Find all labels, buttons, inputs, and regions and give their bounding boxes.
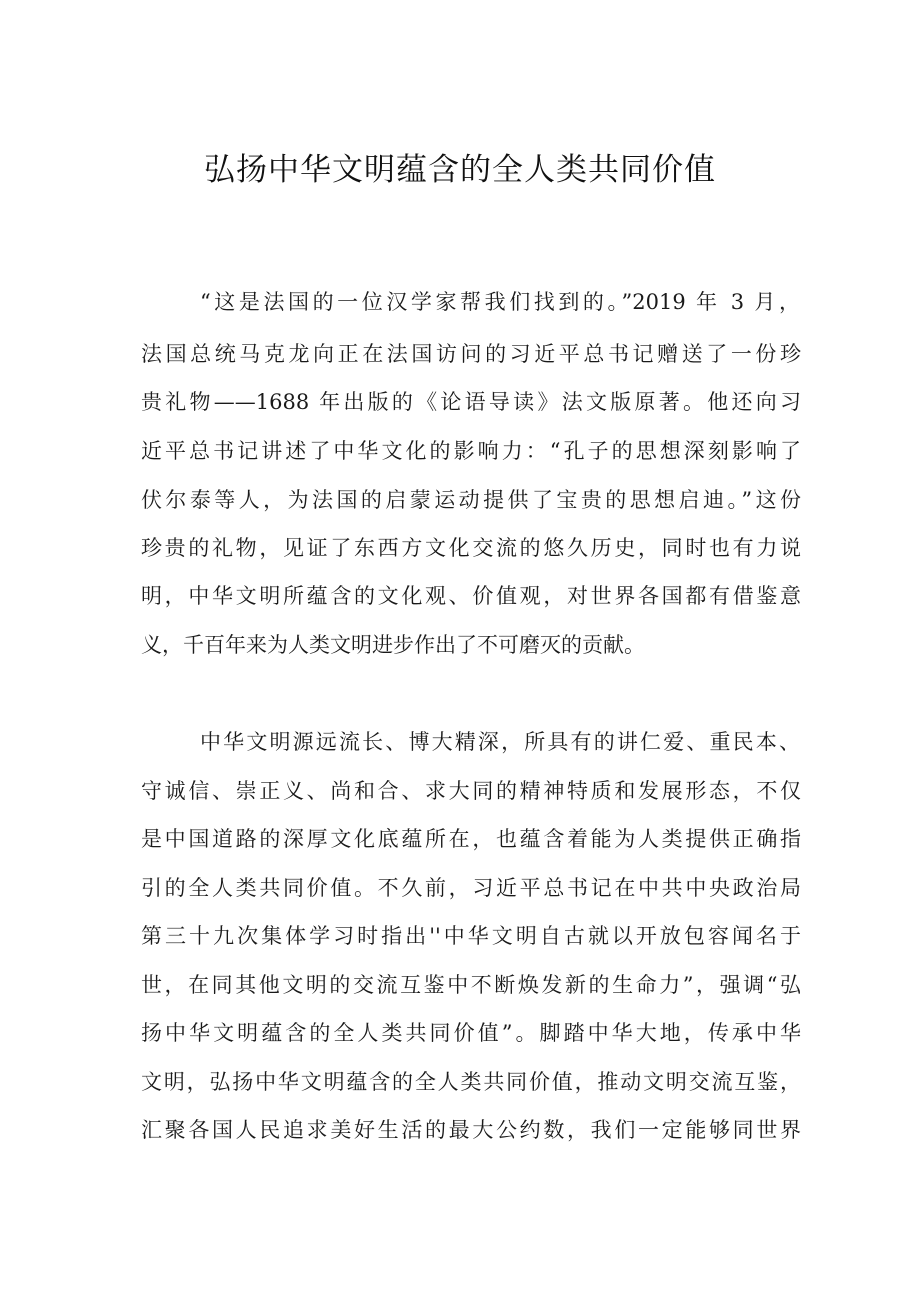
paragraph-line: 明，中华文明所蕴含的文化观、价值观，对世界各国都有借鉴意 [141,584,801,608]
paragraph-line: 世，在同其他文明的交流互鉴中不断焕发新的生命力”，强调“弘 [141,973,801,997]
paragraph-line: “这是法国的一位汉学家帮我们找到的。”2019 年 3 月， [200,290,800,314]
document-title: 弘扬中华文明蕴含的全人类共同价值 [204,152,716,188]
paragraph-line: 是中国道路的深厚文化底蕴所在，也蕴含着能为人类提供正确指 [141,827,801,851]
paragraph-line: 珍贵的礼物，见证了东西方文化交流的悠久历史，同时也有力说 [141,536,801,560]
paragraph-line: 贵礼物——1688 年出版的《论语导读》法文版原著。他还向习 [141,390,801,414]
paragraph-line: 法国总统马克龙向正在法国访问的习近平总书记赠送了一份珍 [141,342,801,366]
paragraph-line: 义，千百年来为人类文明进步作出了不可磨灭的贡献。 [141,633,645,657]
paragraph-line: 扬中华文明蕴含的全人类共同价值”。脚踏中华大地，传承中华 [141,1021,801,1045]
paragraph-line: 第三十九次集体学习时指出''中华文明自古就以开放包容闻名于 [141,924,801,948]
paragraph-line: 守诚信、崇正义、尚和合、求大同的精神特质和发展形态，不仅 [141,779,801,803]
paragraph-line: 汇聚各国人民追求美好生活的最大公约数，我们一定能够同世界 [141,1118,801,1142]
paragraph-line: 近平总书记讲述了中华文化的影响力：“孔子的思想深刻影响了 [141,439,801,463]
paragraph-line: 中华文明源远流长、博大精深，所具有的讲仁爱、重民本、 [200,730,800,754]
paragraph-line: 伏尔泰等人，为法国的启蒙运动提供了宝贵的思想启迪。”这份 [141,488,801,512]
paragraph-line: 引的全人类共同价值。不久前，习近平总书记在中共中央政治局 [141,876,801,900]
paragraph-line: 文明，弘扬中华文明蕴含的全人类共同价值，推动文明交流互鉴， [141,1070,801,1094]
